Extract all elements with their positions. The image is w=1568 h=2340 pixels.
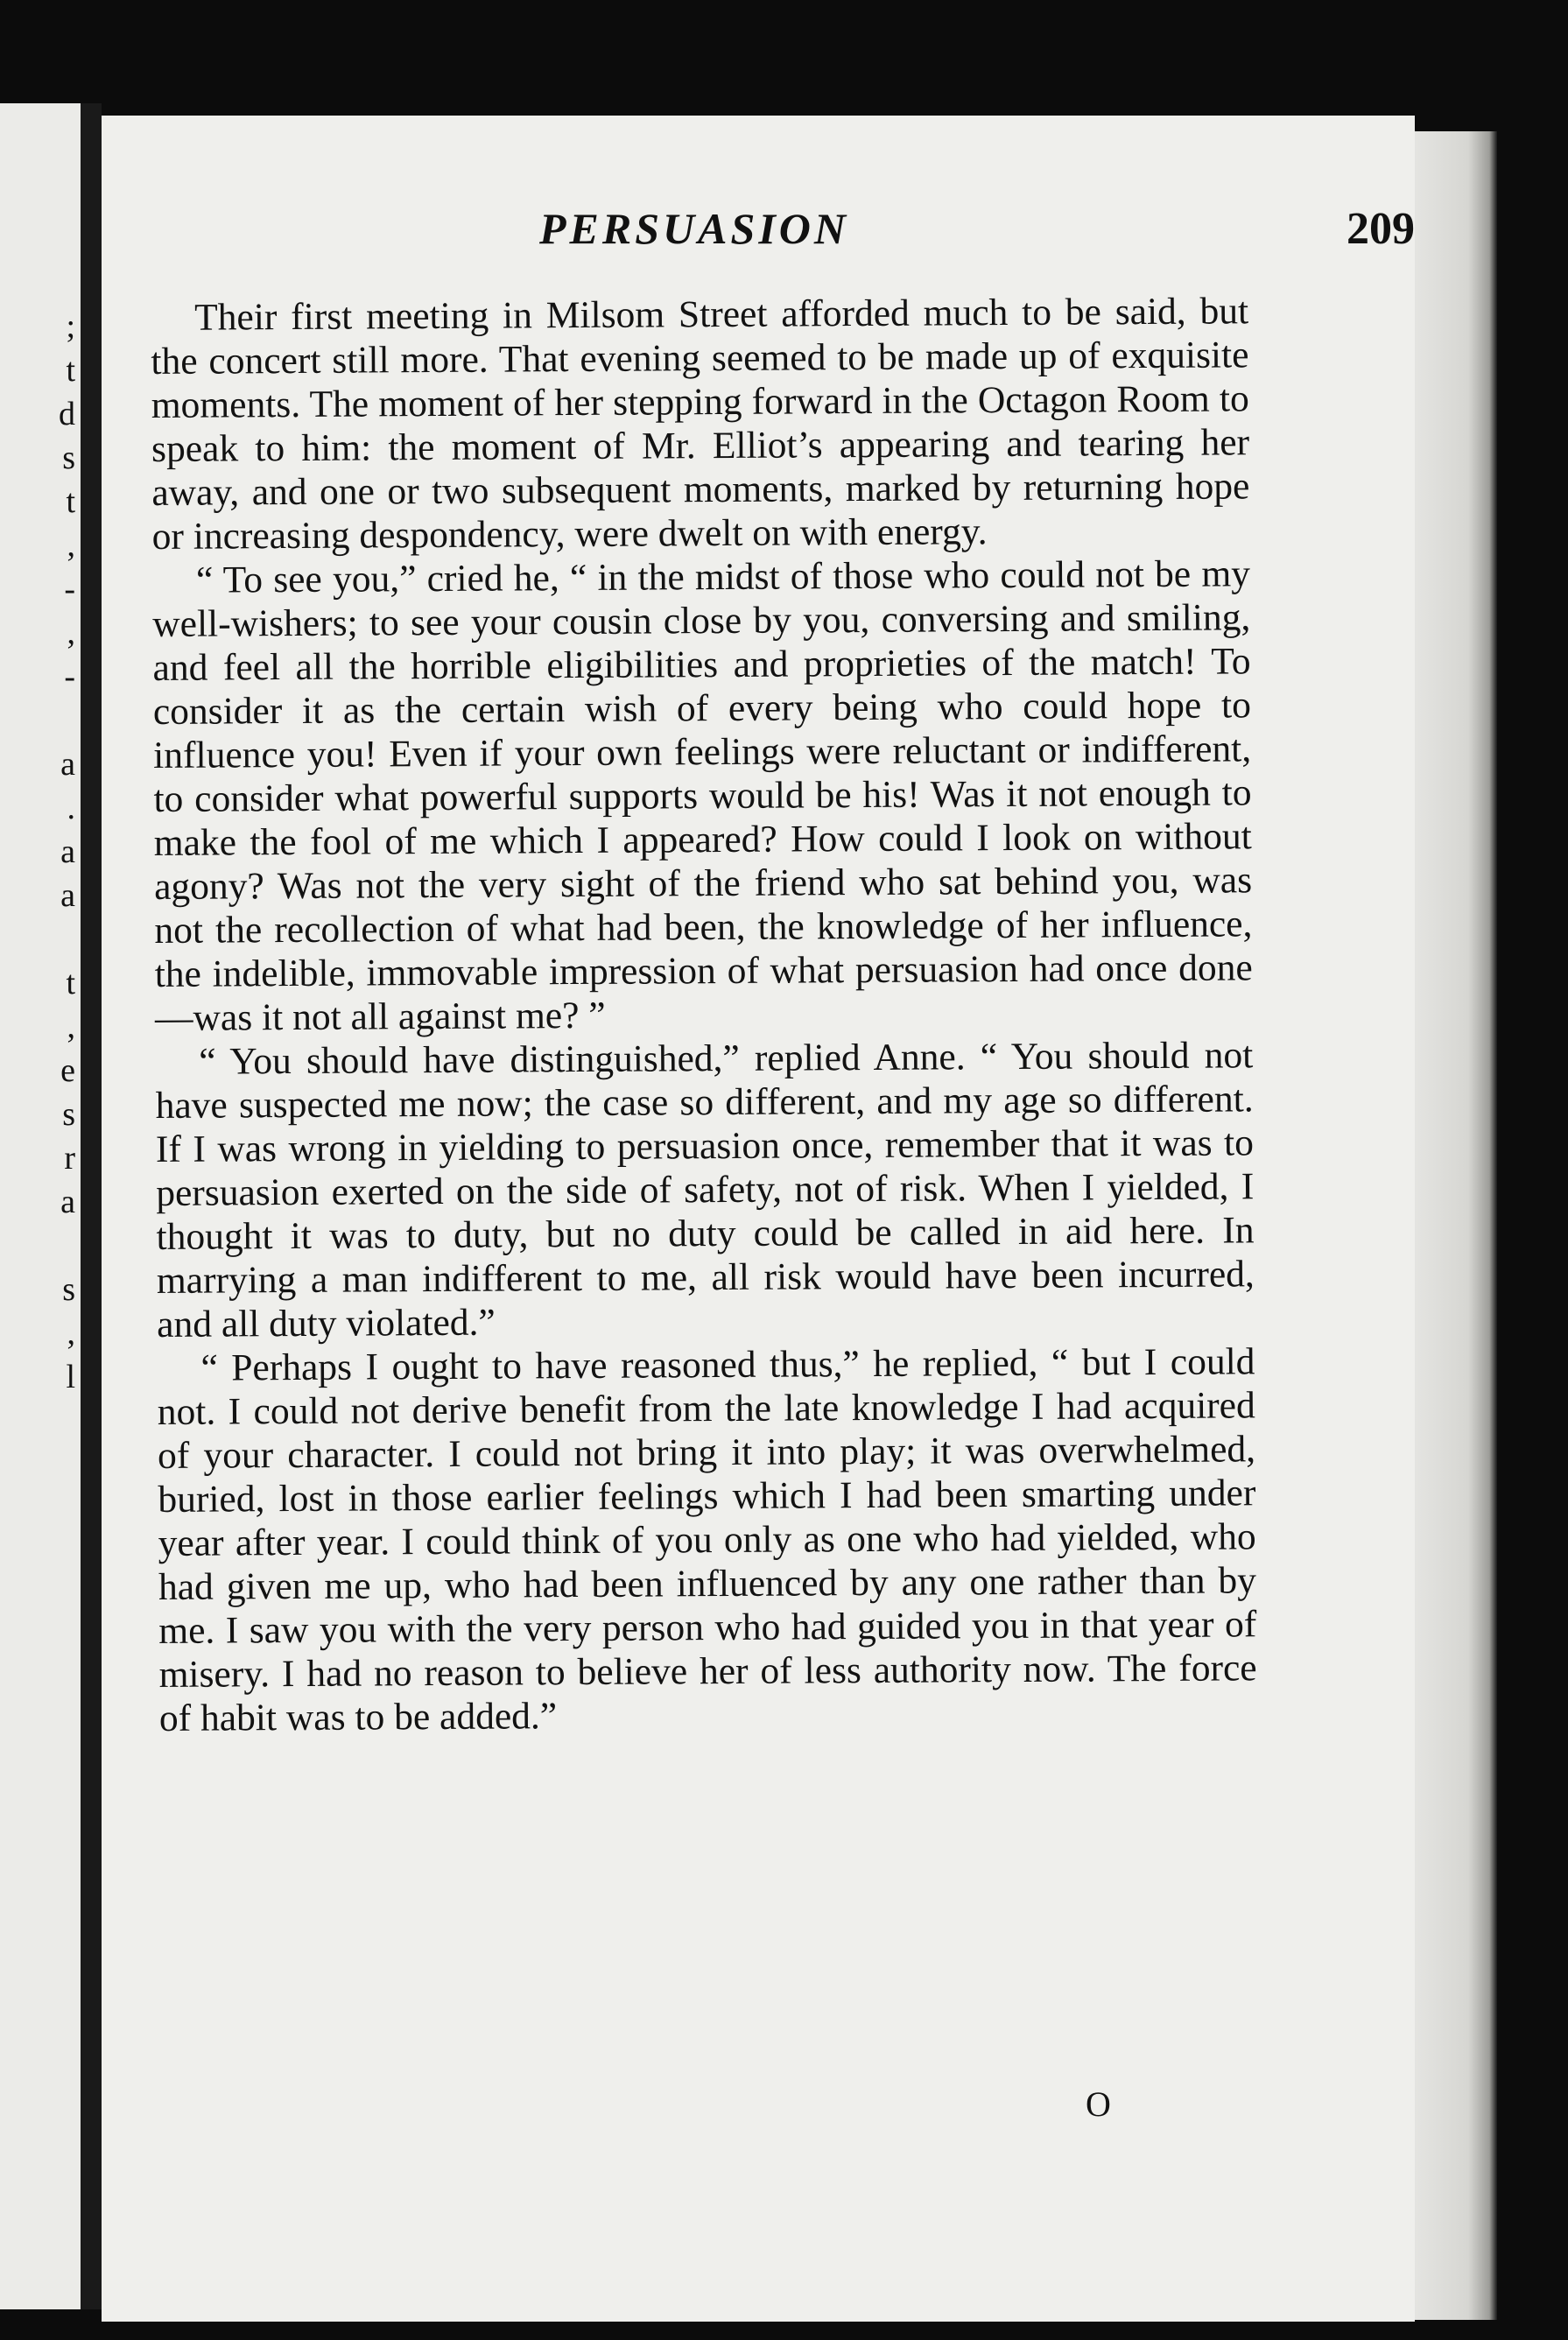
paragraph: “ You should have distinguished,” replied Anne. “ You should not have suspected me now; the case so different, and my age so different. If I was wrong in yielding to persuasion once, remember that it was to persuasion exerted on the side of safety, not of risk. When I yielded, I thought it was to duty, but no duty could be called in aid here. In marrying a man indifferent to me, all risk would have been incurred, and all duty violated.” [155, 1034, 1255, 1346]
paragraph: “ To see you,” cried he, “ in the midst of those who could not be my well-wishers; to see your cousin close by you, conversing and smiling, and feel all the horrible eligibilities and proprieties of the match! To consider it as the certain wish of every being who could hope to influence you! Even if your own feelings were reluctant or indifferent, to consider what powerful supports would be his! Was it not enough to make the fool of me which I appeared? How could I look on without agony? Was not the very sight of the friend who sat behind you, was not the recollection of what had been, the knowledge of her influence, the indelible, immovable impression of what persuasion had once done—was it not all against me? ” [152, 552, 1253, 1039]
body-text [151, 289, 1257, 1740]
signature-mark: O [1086, 2084, 1111, 2124]
page-number: 209 [1347, 204, 1415, 254]
facing-page-fragments: ; t d s t , - , - a . a a t , e s r a s , l [59, 308, 75, 1395]
paragraph: “ Perhaps I ought to have reasoned thus,” he replied, “ but I could not. I could not derive benefit from the late knowledge I had acquired of your character. I could not bring it into play; it was overwhelmed, buried, lost in those earlier feelings which I had been smarting under year after year. I could think of you only as one who had yielded, who had given me up, who had been influenced by any one rather than by me. I saw you with the very person who had guided you in that year of misery. I had no reason to believe her of less authority now. The force of habit was to be added.” [157, 1340, 1257, 1739]
paragraph: Their first meeting in Milsom Street afforded much to be said, but the concert still more. That evening seemed to be made up of exquisite moments. The moment of her stepping forward in the Octagon Room to speak to him: the moment of Mr. Elliot’s appearing and tearing her away, and one or two subsequent moments, marked by returning hope or increasing despondency, were dwelt on with energy. [151, 290, 1250, 558]
running-head [539, 203, 1432, 273]
page-edge [1401, 131, 1497, 2320]
running-title: PERSUASION [539, 204, 849, 253]
book-gutter [81, 103, 102, 2309]
facing-page [0, 103, 81, 2309]
